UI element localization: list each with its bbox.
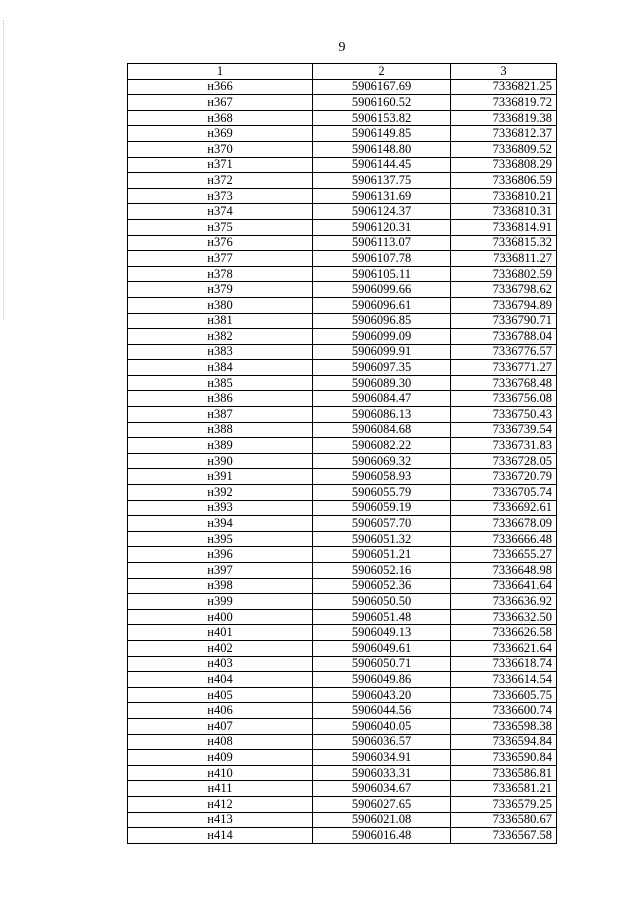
table-body (128, 79, 557, 843)
x-coordinate-cell: 5906034.91 (313, 750, 451, 766)
table-row (128, 485, 557, 501)
coordinates-table (127, 63, 557, 844)
point-id-cell: н410 (128, 765, 313, 781)
y-coordinate-cell: 7336636.92 (451, 594, 557, 610)
table-row (128, 391, 557, 407)
table-row (128, 625, 557, 641)
table-row (128, 453, 557, 469)
point-id-cell: н380 (128, 297, 313, 313)
y-coordinate-cell: 7336768.48 (451, 375, 557, 391)
y-coordinate-cell: 7336567.58 (451, 828, 557, 844)
x-coordinate-cell: 5906049.61 (313, 640, 451, 656)
x-coordinate-cell: 5906096.85 (313, 313, 451, 329)
table-row (128, 157, 557, 173)
table-row (128, 796, 557, 812)
x-coordinate-cell: 5906058.93 (313, 469, 451, 485)
page-number: 9 (338, 40, 346, 55)
point-id-cell: н411 (128, 781, 313, 797)
x-coordinate-cell: 5906043.20 (313, 687, 451, 703)
y-coordinate-cell: 7336750.43 (451, 407, 557, 423)
table-row (128, 204, 557, 220)
table-row (128, 79, 557, 95)
x-coordinate-cell: 5906027.65 (313, 796, 451, 812)
table-row (128, 734, 557, 750)
x-coordinate-cell: 5906021.08 (313, 812, 451, 828)
table-row (128, 329, 557, 345)
point-id-cell: н413 (128, 812, 313, 828)
y-coordinate-cell: 7336581.21 (451, 781, 557, 797)
x-coordinate-cell: 5906084.68 (313, 422, 451, 438)
x-coordinate-cell: 5906052.36 (313, 578, 451, 594)
y-coordinate-cell: 7336580.67 (451, 812, 557, 828)
table-row (128, 781, 557, 797)
table-row (128, 110, 557, 126)
point-id-cell: н408 (128, 734, 313, 750)
y-coordinate-cell: 7336794.89 (451, 297, 557, 313)
column-header-point: 1 (128, 64, 313, 80)
y-coordinate-cell: 7336776.57 (451, 344, 557, 360)
point-id-cell: н386 (128, 391, 313, 407)
x-coordinate-cell: 5906036.57 (313, 734, 451, 750)
point-id-cell: н370 (128, 141, 313, 157)
x-coordinate-cell: 5906050.71 (313, 656, 451, 672)
point-id-cell: н372 (128, 173, 313, 189)
x-coordinate-cell: 5906044.56 (313, 703, 451, 719)
y-coordinate-cell: 7336648.98 (451, 563, 557, 579)
x-coordinate-cell: 5906144.45 (313, 157, 451, 173)
x-coordinate-cell: 5906099.91 (313, 344, 451, 360)
table-row (128, 297, 557, 313)
y-coordinate-cell: 7336641.64 (451, 578, 557, 594)
x-coordinate-cell: 5906107.78 (313, 251, 451, 267)
y-coordinate-cell: 7336815.32 (451, 235, 557, 251)
y-coordinate-cell: 7336600.74 (451, 703, 557, 719)
y-coordinate-cell: 7336771.27 (451, 360, 557, 376)
y-coordinate-cell: 7336808.29 (451, 157, 557, 173)
x-coordinate-cell: 5906097.35 (313, 360, 451, 376)
point-id-cell: н383 (128, 344, 313, 360)
y-coordinate-cell: 7336756.08 (451, 391, 557, 407)
table-row (128, 640, 557, 656)
point-id-cell: н412 (128, 796, 313, 812)
column-header-x: 2 (313, 64, 451, 80)
table-header-row (128, 64, 557, 80)
y-coordinate-cell: 7336731.83 (451, 438, 557, 454)
x-coordinate-cell: 5906055.79 (313, 485, 451, 501)
table-row (128, 219, 557, 235)
y-coordinate-cell: 7336655.27 (451, 547, 557, 563)
y-coordinate-cell: 7336586.81 (451, 765, 557, 781)
table-row (128, 828, 557, 844)
x-coordinate-cell: 5906096.61 (313, 297, 451, 313)
x-coordinate-cell: 5906049.86 (313, 672, 451, 688)
y-coordinate-cell: 7336819.38 (451, 110, 557, 126)
y-coordinate-cell: 7336621.64 (451, 640, 557, 656)
y-coordinate-cell: 7336605.75 (451, 687, 557, 703)
point-id-cell: н378 (128, 266, 313, 282)
x-coordinate-cell: 5906051.21 (313, 547, 451, 563)
x-coordinate-cell: 5906124.37 (313, 204, 451, 220)
table-row (128, 313, 557, 329)
y-coordinate-cell: 7336810.31 (451, 204, 557, 220)
x-coordinate-cell: 5906051.48 (313, 609, 451, 625)
point-id-cell: н381 (128, 313, 313, 329)
point-id-cell: н366 (128, 79, 313, 95)
y-coordinate-cell: 7336821.25 (451, 79, 557, 95)
y-coordinate-cell: 7336678.09 (451, 516, 557, 532)
point-id-cell: н396 (128, 547, 313, 563)
x-coordinate-cell: 5906040.05 (313, 718, 451, 734)
point-id-cell: н414 (128, 828, 313, 844)
table-row (128, 126, 557, 142)
point-id-cell: н405 (128, 687, 313, 703)
point-id-cell: н376 (128, 235, 313, 251)
point-id-cell: н393 (128, 500, 313, 516)
table-row (128, 594, 557, 610)
scan-margin-marks (3, 20, 6, 320)
y-coordinate-cell: 7336692.61 (451, 500, 557, 516)
table-row (128, 718, 557, 734)
x-coordinate-cell: 5906084.47 (313, 391, 451, 407)
point-id-cell: н387 (128, 407, 313, 423)
y-coordinate-cell: 7336594.84 (451, 734, 557, 750)
point-id-cell: н379 (128, 282, 313, 298)
point-id-cell: н399 (128, 594, 313, 610)
y-coordinate-cell: 7336614.54 (451, 672, 557, 688)
table-row (128, 360, 557, 376)
point-id-cell: н371 (128, 157, 313, 173)
point-id-cell: н392 (128, 485, 313, 501)
x-coordinate-cell: 5906052.16 (313, 563, 451, 579)
y-coordinate-cell: 7336590.84 (451, 750, 557, 766)
table-row (128, 765, 557, 781)
point-id-cell: н400 (128, 609, 313, 625)
table-row (128, 609, 557, 625)
point-id-cell: н407 (128, 718, 313, 734)
point-id-cell: н394 (128, 516, 313, 532)
table-row (128, 703, 557, 719)
point-id-cell: н395 (128, 531, 313, 547)
table-row (128, 516, 557, 532)
y-coordinate-cell: 7336739.54 (451, 422, 557, 438)
table-row (128, 95, 557, 111)
x-coordinate-cell: 5906131.69 (313, 188, 451, 204)
x-coordinate-cell: 5906034.67 (313, 781, 451, 797)
point-id-cell: н385 (128, 375, 313, 391)
x-coordinate-cell: 5906105.11 (313, 266, 451, 282)
y-coordinate-cell: 7336788.04 (451, 329, 557, 345)
point-id-cell: н375 (128, 219, 313, 235)
table-row (128, 687, 557, 703)
table-row (128, 173, 557, 189)
y-coordinate-cell: 7336798.62 (451, 282, 557, 298)
x-coordinate-cell: 5906057.70 (313, 516, 451, 532)
x-coordinate-cell: 5906113.07 (313, 235, 451, 251)
point-id-cell: н402 (128, 640, 313, 656)
point-id-cell: н406 (128, 703, 313, 719)
point-id-cell: н389 (128, 438, 313, 454)
table-row (128, 251, 557, 267)
column-header-y: 3 (451, 64, 557, 80)
table-row (128, 407, 557, 423)
point-id-cell: н374 (128, 204, 313, 220)
y-coordinate-cell: 7336814.91 (451, 219, 557, 235)
point-id-cell: н369 (128, 126, 313, 142)
point-id-cell: н391 (128, 469, 313, 485)
table-row (128, 282, 557, 298)
x-coordinate-cell: 5906086.13 (313, 407, 451, 423)
table-row (128, 578, 557, 594)
point-id-cell: н373 (128, 188, 313, 204)
y-coordinate-cell: 7336705.74 (451, 485, 557, 501)
point-id-cell: н403 (128, 656, 313, 672)
point-id-cell: н377 (128, 251, 313, 267)
point-id-cell: н367 (128, 95, 313, 111)
table-row (128, 531, 557, 547)
point-id-cell: н384 (128, 360, 313, 376)
y-coordinate-cell: 7336809.52 (451, 141, 557, 157)
x-coordinate-cell: 5906153.82 (313, 110, 451, 126)
point-id-cell: н397 (128, 563, 313, 579)
table-row (128, 422, 557, 438)
table-row (128, 656, 557, 672)
y-coordinate-cell: 7336819.72 (451, 95, 557, 111)
table-row (128, 563, 557, 579)
y-coordinate-cell: 7336720.79 (451, 469, 557, 485)
y-coordinate-cell: 7336806.59 (451, 173, 557, 189)
x-coordinate-cell: 5906033.31 (313, 765, 451, 781)
y-coordinate-cell: 7336598.38 (451, 718, 557, 734)
table-row (128, 266, 557, 282)
y-coordinate-cell: 7336790.71 (451, 313, 557, 329)
x-coordinate-cell: 5906137.75 (313, 173, 451, 189)
x-coordinate-cell: 5906082.22 (313, 438, 451, 454)
table-row (128, 344, 557, 360)
x-coordinate-cell: 5906069.32 (313, 453, 451, 469)
y-coordinate-cell: 7336579.25 (451, 796, 557, 812)
point-id-cell: н409 (128, 750, 313, 766)
point-id-cell: н404 (128, 672, 313, 688)
x-coordinate-cell: 5906149.85 (313, 126, 451, 142)
y-coordinate-cell: 7336728.05 (451, 453, 557, 469)
table-row (128, 672, 557, 688)
table-row (128, 375, 557, 391)
y-coordinate-cell: 7336810.21 (451, 188, 557, 204)
table-row (128, 500, 557, 516)
y-coordinate-cell: 7336618.74 (451, 656, 557, 672)
x-coordinate-cell: 5906167.69 (313, 79, 451, 95)
table-row (128, 812, 557, 828)
x-coordinate-cell: 5906148.80 (313, 141, 451, 157)
x-coordinate-cell: 5906099.66 (313, 282, 451, 298)
x-coordinate-cell: 5906051.32 (313, 531, 451, 547)
point-id-cell: н398 (128, 578, 313, 594)
table-row (128, 547, 557, 563)
y-coordinate-cell: 7336812.37 (451, 126, 557, 142)
x-coordinate-cell: 5906049.13 (313, 625, 451, 641)
point-id-cell: н382 (128, 329, 313, 345)
point-id-cell: н388 (128, 422, 313, 438)
y-coordinate-cell: 7336666.48 (451, 531, 557, 547)
x-coordinate-cell: 5906016.48 (313, 828, 451, 844)
point-id-cell: н390 (128, 453, 313, 469)
table-row (128, 188, 557, 204)
x-coordinate-cell: 5906099.09 (313, 329, 451, 345)
table-row (128, 235, 557, 251)
point-id-cell: н368 (128, 110, 313, 126)
x-coordinate-cell: 5906120.31 (313, 219, 451, 235)
y-coordinate-cell: 7336626.58 (451, 625, 557, 641)
y-coordinate-cell: 7336802.59 (451, 266, 557, 282)
y-coordinate-cell: 7336811.27 (451, 251, 557, 267)
x-coordinate-cell: 5906059.19 (313, 500, 451, 516)
table-row (128, 750, 557, 766)
table-row (128, 469, 557, 485)
table-row (128, 438, 557, 454)
y-coordinate-cell: 7336632.50 (451, 609, 557, 625)
x-coordinate-cell: 5906160.52 (313, 95, 451, 111)
point-id-cell: н401 (128, 625, 313, 641)
x-coordinate-cell: 5906050.50 (313, 594, 451, 610)
x-coordinate-cell: 5906089.30 (313, 375, 451, 391)
table-row (128, 141, 557, 157)
